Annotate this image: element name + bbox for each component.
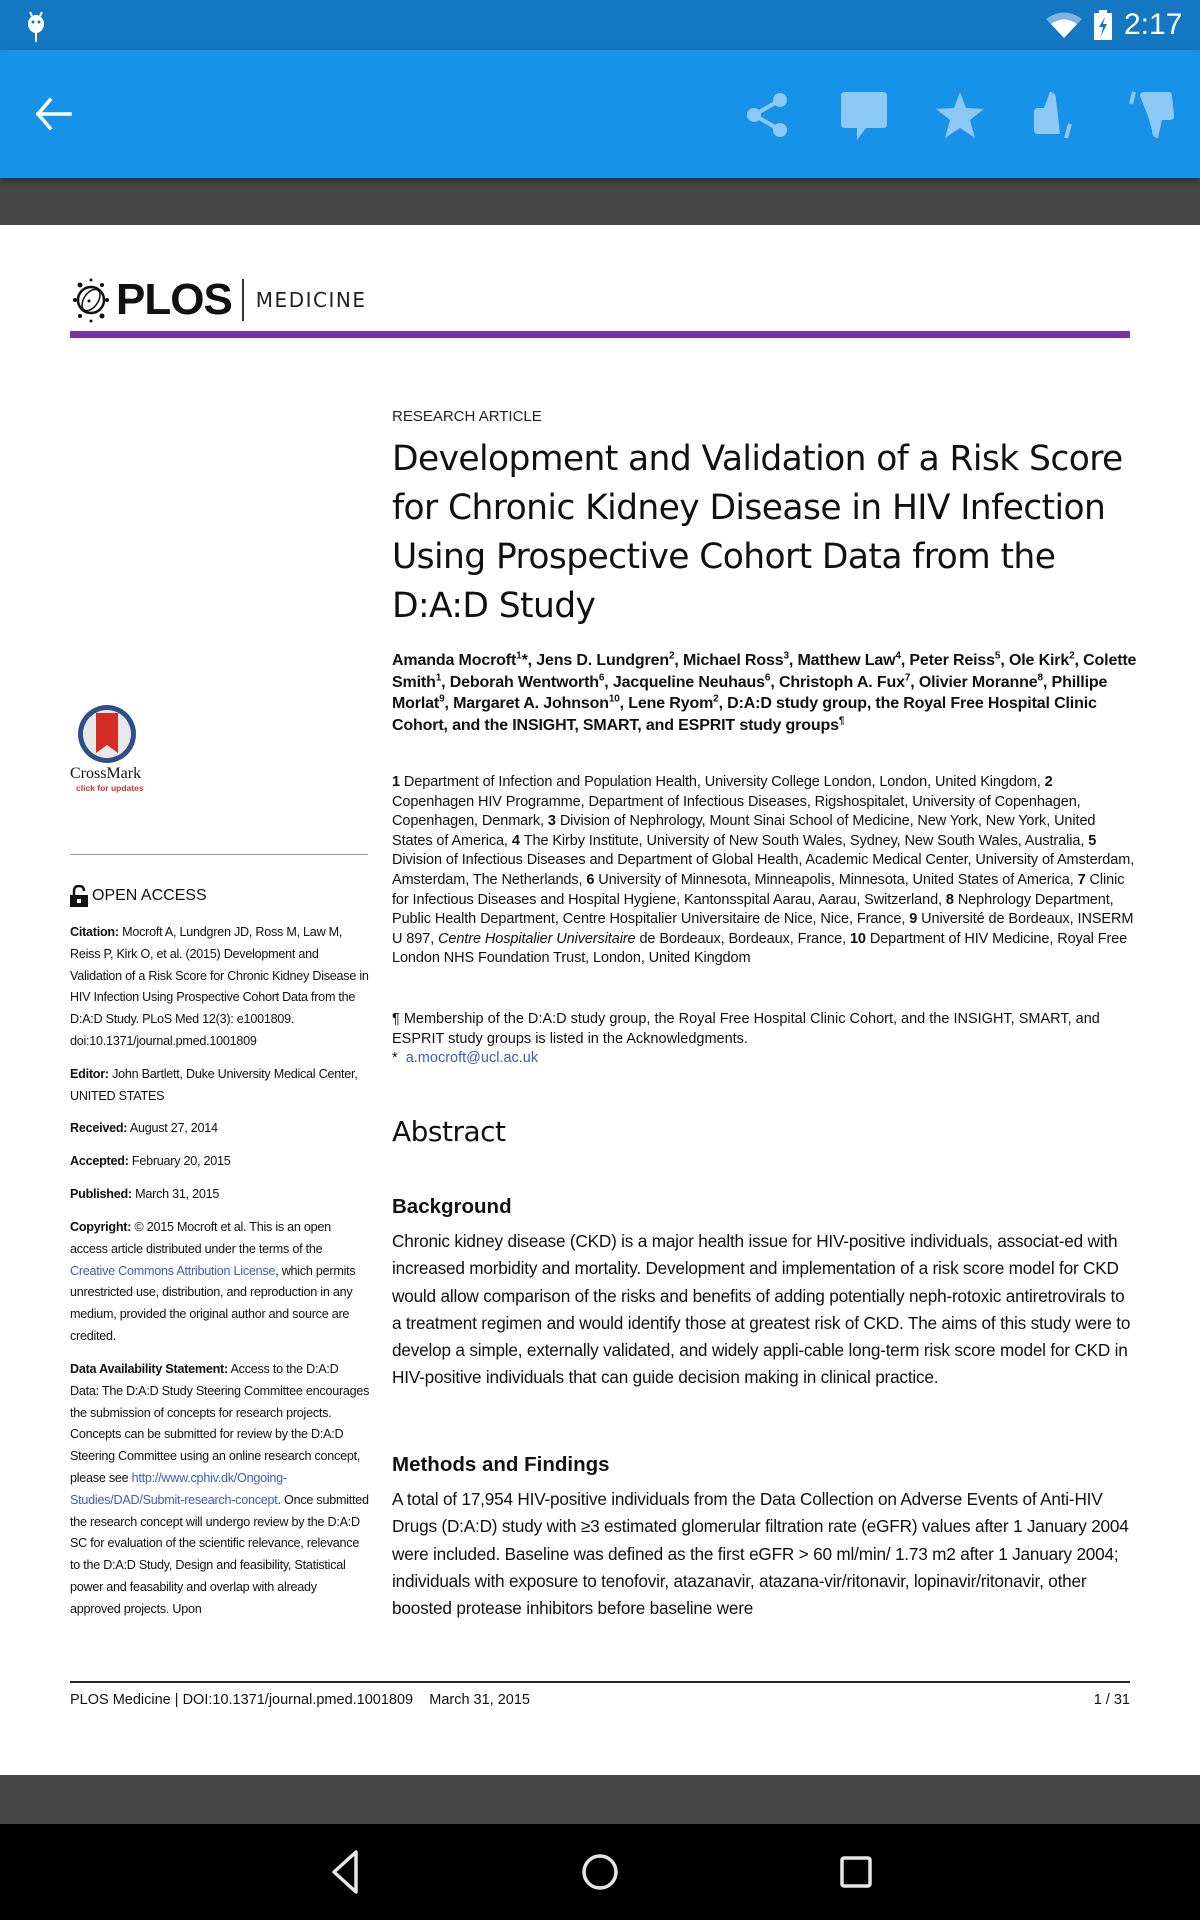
author-affiliation-ref: 7	[904, 672, 911, 684]
accepted-date	[70, 1151, 370, 1173]
affiliation-item: 1 Department of Infection and Population Health, University College London, London, United Kingdom,	[392, 774, 1041, 790]
clock: 2:17	[1124, 8, 1183, 41]
author-name: Deborah Wentworth	[449, 673, 599, 691]
published-value: March 31, 2015	[135, 1187, 220, 1201]
author-group: D:A:D study group, the Royal Free Hospital Clinic Cohort, and the INSIGHT, SMART, and ESPRIT study groups	[392, 695, 1097, 734]
citation	[70, 922, 370, 1053]
author-affiliation-ref: 9	[439, 693, 445, 705]
system-nav-bar	[0, 1824, 1200, 1920]
published-label: Published:	[70, 1187, 132, 1201]
author-affiliation-ref: 2	[713, 693, 719, 705]
corresponding-author	[392, 1049, 1137, 1069]
thumbs-down-icon[interactable]	[1126, 90, 1178, 140]
nav-home-icon[interactable]	[572, 1846, 628, 1898]
editor	[70, 1064, 370, 1108]
journal-name: MEDICINE	[255, 288, 367, 312]
author-affiliation-ref: 1	[435, 672, 442, 684]
author-name: Lene Ryom	[628, 695, 714, 712]
membership-note	[392, 1010, 1137, 1069]
pdf-page	[0, 225, 1200, 1775]
copyright	[70, 1217, 370, 1348]
nav-back-icon[interactable]	[318, 1846, 374, 1898]
author-list: Amanda Mocroft$^1$*, Jens D. Lundgren$^2$, Michael Ross$^3$, Matthew Law$^4$, Peter Reiss$^5$, Ole Kirk$^2$, Colette Smith$^1$, Deborah Wentworth$^6$, Jacqueline Neuhaus$^6$, Christoph A. Fux$^7$, Olivier Moranne$^8$, Phillipe Morlat$^9$, Margaret A. Johnson$^{10}$, Lene Ryom$^2$, D:A:D study group, the Royal Free Hospital Clinic Cohort, and the INSIGHT, SMART, and ESPRIT study groups¶	[392, 650, 1137, 734]
author-name: Phillipe Morlat	[392, 673, 1108, 712]
data-availability-text-end: . Once submitted the research concept will undergo review by the D:A:D SC for evaluation of the scientific relevance, relevance to the D:A:D Study, Design and feasibility, Statistical power and feasability and overlap with already approved projects. Upon	[70, 1492, 369, 1616]
crossmark-icon	[74, 703, 140, 765]
affiliations	[392, 773, 1137, 969]
abstract-heading: Abstract	[392, 1115, 506, 1148]
membership-note-text: ¶ Membership of the D:A:D study group, the Royal Free Hospital Clinic Cohort, and the INSIGHT, SMART, and ESPRIT study groups is listed in the Acknowledgments.	[392, 1011, 1100, 1047]
copyright-text-end: , which permits unrestricted use, distribution, and reproduction in any medium, provided the original author and source are credited.	[70, 1263, 356, 1343]
author-affiliation-ref: 1	[516, 650, 522, 662]
header-rule	[70, 331, 1130, 338]
copyright-label: Copyright:	[70, 1220, 132, 1234]
data-availability-link[interactable]: http://www.cphiv.dk/Ongoing-Studies/DAD/Submit-research-concept	[70, 1470, 287, 1507]
corresponding-email-link[interactable]: a.mocroft@ucl.ac.uk	[405, 1050, 539, 1067]
affiliation-item: 3 Division of Nephrology, Mount Sinai School of Medicine, New York, New York, United States of America,	[392, 813, 1096, 849]
editor-label: Editor:	[70, 1067, 109, 1081]
sidebar-divider	[70, 854, 368, 855]
received-label: Received:	[70, 1121, 128, 1135]
author-name: Amanda Mocroft	[392, 652, 517, 669]
author-name: Olivier Moranne	[918, 673, 1038, 691]
article-title: Development and Validation of a Risk Score for Chronic Kidney Disease in HIV Infection Using Prospective Cohort Data from the D:A:D Study	[392, 439, 1123, 626]
crossmark-label: CrossMark	[70, 765, 142, 782]
editor-text: John Bartlett, Duke University Medical Center, UNITED STATES	[70, 1067, 358, 1103]
citation-text: Mocroft A, Lundgren JD, Ross M, Law M, Reiss P, Kirk O, et al. (2015) Development and Validation of a Risk Score for Chronic Kidney Disease in HIV Infection Using Prospective Cohort Data from the D:A:D Study. PLoS Med 12(3): e1001809. doi:10.1371/journal.pmed.1001809	[70, 925, 369, 1048]
affiliation-item: 5 Division of Infectious Diseases and Department of Global Health, Academic Medical Center, University of Amsterdam, Amsterdam, The Netherlands,	[392, 832, 1135, 888]
author-affiliation-ref: 3	[783, 650, 789, 662]
accepted-value: February 20, 2015	[131, 1154, 231, 1168]
author-affiliation-ref: 2	[1069, 650, 1075, 662]
affiliation-item: 10 Department of HIV Medicine, Royal Free London NHS Foundation Trust, London, United Kingdom	[392, 930, 1128, 967]
affiliation-item: 2 Copenhagen HIV Programme, Department of Infectious Diseases, Rigshospitalet, University of Copenhagen, Copenhagen, Denmark,	[392, 774, 1081, 830]
author-affiliation-ref: 4	[895, 650, 901, 662]
methods-heading: Methods and Findings	[392, 1453, 610, 1476]
citation-label: Citation:	[70, 925, 119, 939]
nav-recents-icon[interactable]	[828, 1846, 884, 1898]
debug-icon	[22, 10, 50, 42]
author-name: Christoph A. Fux	[778, 673, 905, 691]
author-name: Colette Smith	[392, 652, 1137, 691]
arrow-back-icon[interactable]	[30, 94, 76, 134]
author-name: Matthew Law	[797, 652, 896, 669]
author-name: Michael Ross	[682, 652, 784, 669]
author-affiliation-ref: 2	[668, 650, 675, 662]
affiliation-item: 8 Nephrology Department, Public Health Department, Centre Hospitalier Universitaire de Nice, Nice, France,	[392, 891, 1114, 928]
copyright-text: © 2015 Mocroft et al. This is an open access article distributed under the terms of the	[70, 1220, 331, 1256]
data-availability	[70, 1359, 370, 1621]
brand-name: PLOS	[116, 275, 232, 324]
crossmark-badge[interactable]	[70, 703, 150, 803]
thumbs-up-icon[interactable]	[1030, 90, 1082, 140]
article-type: RESEARCH ARTICLE	[392, 408, 542, 425]
comment-icon[interactable]	[838, 90, 890, 140]
corresponding-mark: *	[392, 1050, 398, 1067]
open-access-badge	[70, 885, 207, 907]
page-number: 1 / 31	[1093, 1692, 1130, 1708]
battery-charging-icon	[1094, 10, 1112, 40]
received-date	[70, 1118, 370, 1140]
affiliation-item: 4 The Kirby Institute, University of New South Wales, Sydney, New South Wales, Australia,	[511, 832, 1085, 849]
accepted-label: Accepted:	[70, 1154, 129, 1168]
author-name: Ole Kirk	[1008, 652, 1070, 669]
crossmark-sub-label: click for updates	[76, 783, 144, 793]
journal-logo	[70, 275, 366, 325]
logo-divider	[242, 279, 244, 321]
license-link[interactable]: Creative Commons Attribution License	[70, 1263, 276, 1278]
data-availability-label: Data Availability Statement:	[70, 1362, 228, 1376]
app-bar	[0, 50, 1200, 178]
received-value: August 27, 2014	[129, 1121, 218, 1135]
author-name: Jacqueline Neuhaus	[612, 673, 765, 691]
star-icon[interactable]	[934, 90, 986, 140]
affiliation-item: 9 Université de Bordeaux, INSERM U 897, Centre Hospitalier Universitaire de Bordeaux, Bordeaux, France,	[392, 911, 1134, 947]
author-affiliation-ref: 5	[994, 650, 1001, 662]
author-name: Jens D. Lundgren	[536, 652, 669, 669]
open-access-label: OPEN ACCESS	[92, 887, 207, 904]
author-name: Peter Reiss	[909, 652, 995, 669]
status-bar	[0, 0, 1200, 50]
unlocked-padlock-icon	[70, 885, 88, 907]
background-paragraph: Chronic kidney disease (CKD) is a major health issue for HIV-positive individuals, associat-ed with increased morbidity and mortality. Development and implementation of a risk score model for CKD would allow comparison of the risks and benefits of adding potentially neph-rotoxic antiretrovirals to a treatment regimen and would identify those at greatest risk of CKD. The aims of this study were to develop a simple, externally validated, and widely appli-cable long-term risk score model for CKD in HIV-positive individuals that can guide decision making in clinical practice.	[392, 1231, 1131, 1388]
author-affiliation-ref: 10	[608, 693, 620, 705]
data-availability-text: Access to the D:A:D Data: The D:A:D Study Steering Committee encourages the submission of concepts for research projects. Concepts can be submitted for review by the D:A:D Steering Committee using an online research concept, please see	[70, 1362, 370, 1485]
published-date	[70, 1184, 370, 1206]
methods-paragraph: A total of 17,954 HIV-positive individuals from the Data Collection on Adverse Events of Anti-HIV Drugs (D:A:D) study with ≥3 estimated glomerular filtration rate (eGFR) values after 1 January 2004 were included. Baseline was defined as the first eGFR > 60 ml/min/ 1.73 m2 after 1 January 2004; individuals with exposure to tenofovir, atazanavir, atazana-vir/ritonavir, lopinavir/ritonavir, other boosted protease inhibitors before baseline were	[392, 1489, 1129, 1619]
background-heading: Background	[392, 1195, 512, 1218]
author-affiliation-ref: 8	[1037, 672, 1043, 684]
plos-logo-icon	[70, 277, 112, 323]
footer-rule	[70, 1681, 1130, 1683]
affiliation-item: 7 Clinic for Infectious Diseases and Hospital Hygiene, Kantonsspital Aarau, Aarau, Switzerland,	[392, 871, 1125, 908]
author-affiliation-ref: 6	[764, 672, 771, 684]
affiliation-item: 6 University of Minnesota, Minneapolis, Minnesota, United States of America,	[586, 871, 1074, 888]
wifi-icon	[1046, 12, 1082, 38]
share-icon[interactable]	[742, 90, 794, 140]
author-group-mark: ¶	[838, 715, 845, 727]
author-affiliation-ref: 6	[598, 672, 605, 684]
author-name: Margaret A. Johnson	[453, 695, 609, 712]
page-footer-citation: PLOS Medicine | DOI:10.1371/journal.pmed.1001809 March 31, 2015	[70, 1692, 530, 1708]
